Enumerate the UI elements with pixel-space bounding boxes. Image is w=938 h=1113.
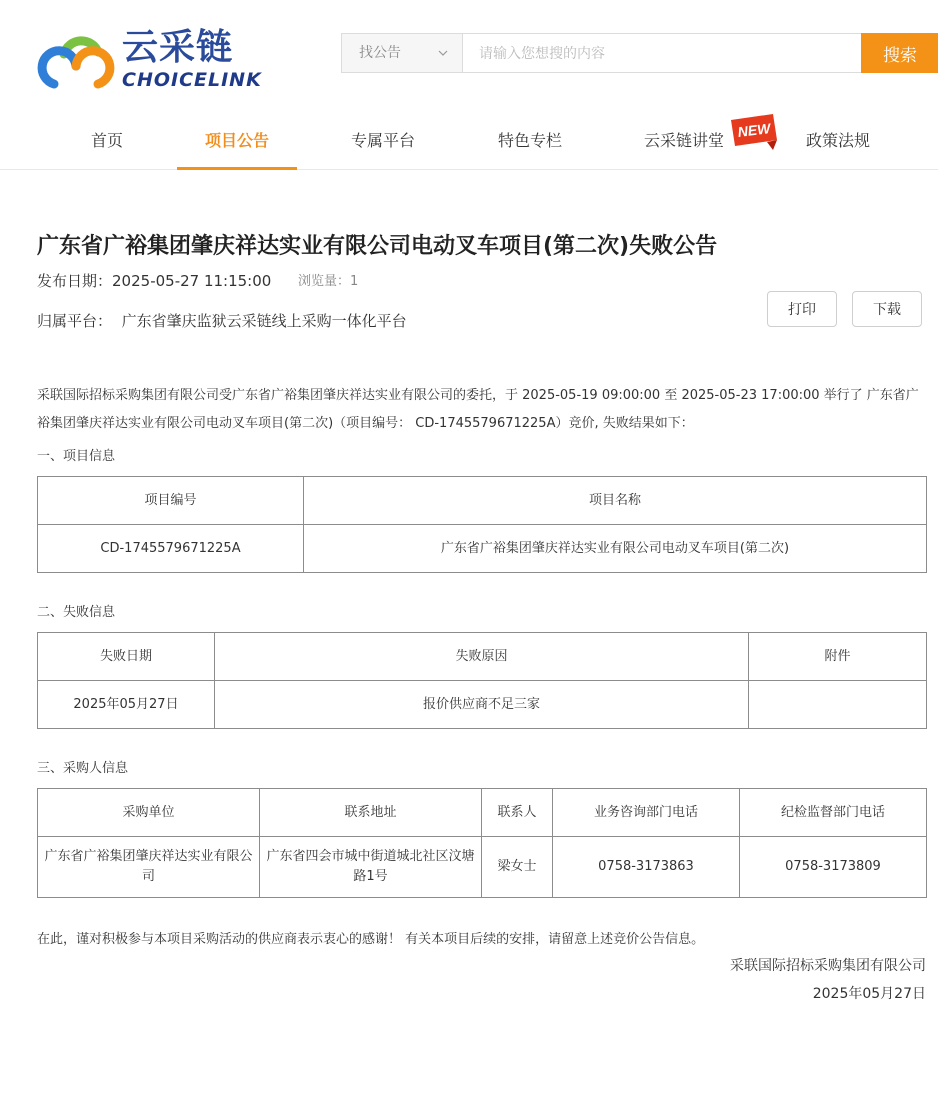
table-cell: 广东省广裕集团肇庆祥达实业有限公司 xyxy=(38,837,260,898)
signature-company: 采联国际招标采购集团有限公司 xyxy=(730,958,926,974)
platform xyxy=(37,310,407,332)
table-cell: 报价供应商不足三家 xyxy=(215,681,749,729)
table-cell: 0758-3173809 xyxy=(740,837,927,898)
table-header-cell: 项目名称 xyxy=(304,477,927,525)
closing-text: 在此，谨对积极参与本项目采购活动的供应商表示衷心的感谢！ 有关本项目后续的安排，请留意上述竞价公告信息。 xyxy=(37,932,705,947)
table-header-row xyxy=(38,477,927,525)
chain-logo-icon xyxy=(36,26,116,92)
search-bar xyxy=(341,33,938,73)
search-type-label: 找公告 xyxy=(359,45,401,61)
table-row xyxy=(38,681,927,729)
table-cell: 2025年05月27日 xyxy=(38,681,215,729)
table-header-cell: 纪检监督部门电话 xyxy=(740,789,927,837)
nav-item-lecture-hall[interactable]: 云采链讲堂 xyxy=(643,131,724,150)
view-count-label: 浏览量： xyxy=(298,274,351,289)
attachment-cell xyxy=(749,681,927,729)
new-badge-text: NEW xyxy=(736,120,772,140)
table-header-cell: 联系地址 xyxy=(260,789,482,837)
section-title-project-info: 一、项目信息 xyxy=(37,449,116,464)
table-header-cell: 采购单位 xyxy=(38,789,260,837)
main-nav xyxy=(0,118,938,170)
logo-text-cn: 云采链 xyxy=(122,27,234,68)
table-cell: 0758-3173863 xyxy=(553,837,740,898)
publish-date-label: 发布日期： xyxy=(37,272,113,290)
publish-date xyxy=(37,270,271,292)
chevron-down-icon xyxy=(438,48,448,58)
logo-text-en: CHOICELINK xyxy=(122,69,262,91)
site-logo[interactable] xyxy=(36,26,262,92)
signature-date: 2025年05月27日 xyxy=(812,986,926,1002)
table-header-row xyxy=(38,633,927,681)
nav-item-home[interactable]: 首页 xyxy=(90,131,123,150)
nav-item-featured-columns[interactable]: 特色专栏 xyxy=(497,131,562,150)
intro-paragraph: 采联国际招标采购集团有限公司受广东省广裕集团肇庆祥达实业有限公司的委托，于 2025-05-19 09:00:00 至 2025-05-23 17:00:00 举行了 广东省广裕集团肇庆祥达实业有限公司电动叉车项目(第二次)（项目编号： CD-1745579671225A）竞价, 失败结果如下： xyxy=(37,388,919,431)
view-count-value: 1 xyxy=(350,274,359,289)
publish-date-value: 2025-05-27 11:15:00 xyxy=(112,272,272,290)
search-input[interactable] xyxy=(464,34,861,72)
page-title: 广东省广裕集团肇庆祥达实业有限公司电动叉车项目(第二次)失败公告 xyxy=(37,234,718,259)
table-cell: CD-1745579671225A xyxy=(38,525,304,573)
view-count xyxy=(298,272,358,292)
table-row xyxy=(38,525,927,573)
nav-item-policies[interactable]: 政策法规 xyxy=(805,131,870,150)
new-badge-icon xyxy=(727,112,779,152)
table-header-cell: 失败日期 xyxy=(38,633,215,681)
table-header-row xyxy=(38,789,927,837)
nav-item-exclusive-platform[interactable]: 专属平台 xyxy=(350,131,415,150)
nav-item-project-notices[interactable]: 项目公告 xyxy=(177,118,297,170)
site-header xyxy=(0,0,938,170)
section-title-failure-info: 二、失败信息 xyxy=(37,605,116,620)
search-type-select[interactable] xyxy=(342,34,463,72)
project-info-table xyxy=(37,476,927,573)
table-header-cell: 项目编号 xyxy=(38,477,304,525)
table-cell: 广东省广裕集团肇庆祥达实业有限公司电动叉车项目(第二次) xyxy=(304,525,927,573)
table-header-cell: 联系人 xyxy=(482,789,553,837)
table-header-cell: 业务咨询部门电话 xyxy=(553,789,740,837)
table-header-cell: 附件 xyxy=(749,633,927,681)
table-cell: 梁女士 xyxy=(482,837,553,898)
table-cell: 广东省四会市城中街道城北社区汶塘路1号 xyxy=(260,837,482,898)
search-button[interactable]: 搜索 xyxy=(861,33,938,73)
table-header-cell: 失败原因 xyxy=(215,633,749,681)
purchaser-info-table xyxy=(37,788,927,898)
table-row xyxy=(38,837,927,898)
print-button[interactable]: 打印 xyxy=(767,291,837,327)
section-title-purchaser-info: 三、采购人信息 xyxy=(37,761,129,776)
failure-info-table xyxy=(37,632,927,729)
platform-value: 广东省肇庆监狱云采链线上采购一体化平台 xyxy=(121,312,407,330)
platform-label: 归属平台： xyxy=(37,312,113,330)
download-button[interactable]: 下载 xyxy=(852,291,922,327)
